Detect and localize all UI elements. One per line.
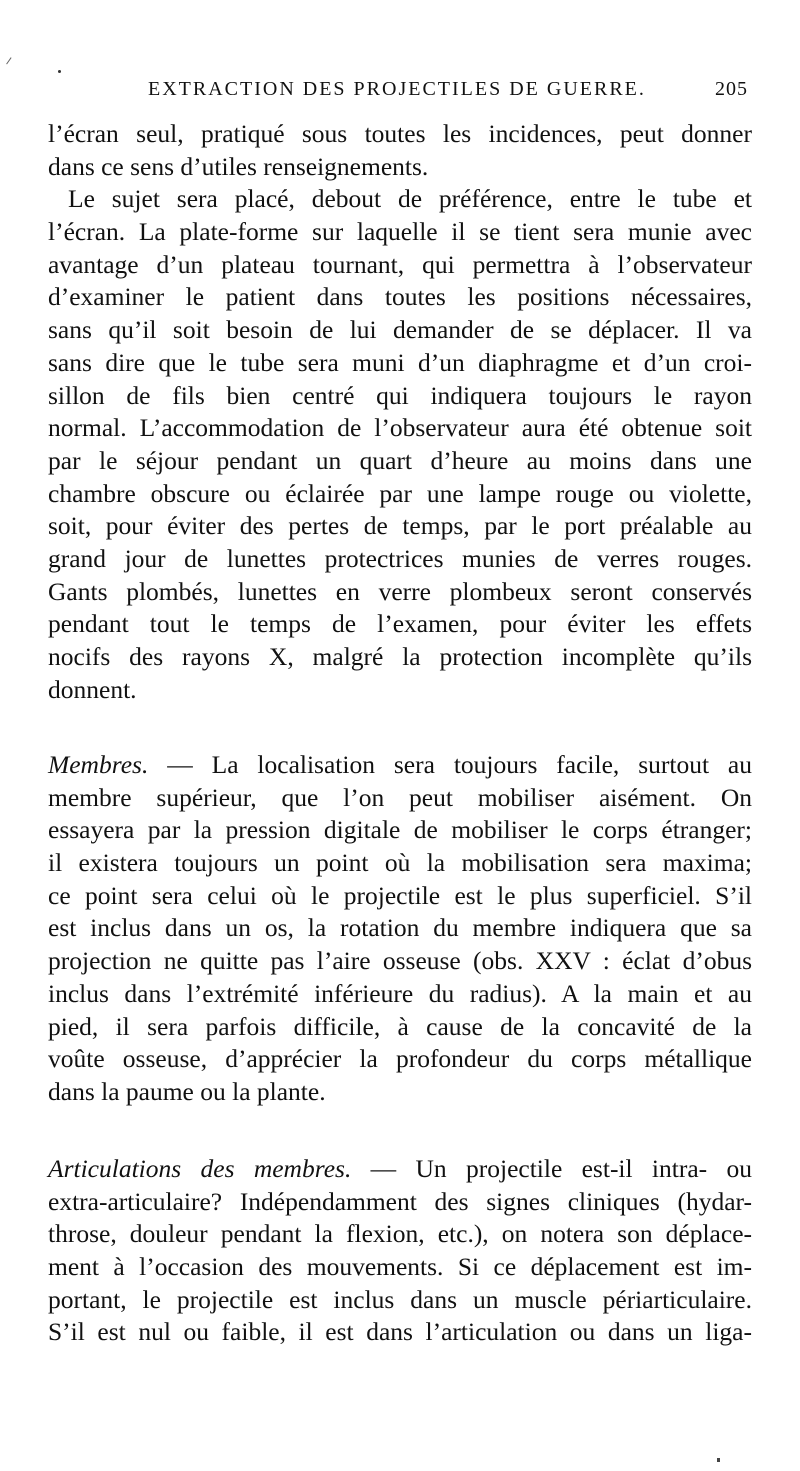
- text-fragment: — La localisation sera toujours facile, surtout au: [148, 750, 752, 779]
- text-line: l’écran. La plate-forme sur laquelle il se tient sera munie avec: [48, 217, 752, 247]
- text-line: projection ne quitte pas l’aire osseuse (obs. XXV : éclat d’obus: [48, 946, 752, 976]
- text-line: par le séjour pendant un quart d’heure au moins dans une: [48, 445, 752, 475]
- running-title: EXTRACTION DES PROJECTILES DE GUERRE.: [148, 78, 646, 100]
- text-line: sans dire que le tube sera muni d’un diaphragme et d’un croi-: [48, 347, 752, 377]
- text-line: grand jour de lunettes protectrices munies de verres rouges.: [48, 543, 752, 573]
- text-line: sillon de fils bien centré qui indiquera toujours le rayon: [48, 380, 752, 410]
- text-line: inclus dans l’extrémité inférieure du radius). A la main et au: [48, 978, 752, 1008]
- page-mark: [717, 1458, 720, 1462]
- page-header: [48, 78, 754, 108]
- text-line: pendant tout le temps de l’examen, pour éviter les effets: [48, 609, 752, 639]
- text-line: nocifs des rayons X, malgré la protection incomplète qu’ils: [48, 642, 752, 671]
- text-line: ment à l’occasion des mouvements. Si ce déplacement est im-: [48, 1252, 752, 1282]
- text-line: Gants plombés, lunettes en verre plombeux seront conservés: [48, 576, 752, 606]
- text-line: Le sujet sera placé, debout de préférence, entre le tube et: [68, 184, 752, 214]
- text-line: S’il est nul ou faible, il est dans l’articulation ou dans un liga-: [48, 1317, 752, 1347]
- text-line: ce point sera celui où le projectile est le plus superficiel. S’il: [48, 880, 752, 910]
- text-fragment: — Un projectile est-il intra- ou: [351, 1154, 752, 1183]
- text-line: l’écran seul, pratiqué sous toutes les incidences, peut donner: [48, 119, 752, 148]
- text-line: membre supérieur, que l’on peut mobiliser aisément. On: [48, 782, 752, 812]
- text-line: portant, le projectile est inclus dans un muscle périarticulaire.: [48, 1284, 752, 1314]
- text-line: voûte osseuse, d’apprécier la profondeur du corps métallique: [48, 1044, 752, 1074]
- text-line: extra-articulaire? Indépendamment des signes cliniques (hydar-: [48, 1186, 752, 1216]
- text-line: d’examiner le patient dans toutes les positions nécessaires,: [48, 282, 752, 312]
- text-line: [48, 749, 752, 782]
- text-line: chambre obscure ou éclairée par une lampe rouge ou violette,: [48, 478, 752, 508]
- text-line: dans la paume ou la plante.: [48, 1076, 326, 1106]
- section-articulations: [48, 1153, 752, 1349]
- text-line: sans qu’il soit besoin de lui demander de se déplacer. Il va: [48, 315, 752, 345]
- text-line: est inclus dans un os, la rotation du membre indiquera que sa: [48, 913, 752, 943]
- text-line: [48, 1153, 752, 1186]
- text-line: soit, pour éviter des pertes de temps, par le port préalable au: [48, 511, 752, 541]
- text-line: pied, il sera parfois difficile, à cause de la concavité de la: [48, 1011, 752, 1041]
- text-line: donnent.: [48, 674, 137, 704]
- section-membres: [48, 749, 752, 1109]
- section-heading: Articulations des membres.: [48, 1154, 352, 1183]
- text-line: throse, douleur pendant la flexion, etc.), on notera son déplace-: [48, 1219, 752, 1249]
- page-number: 205: [715, 78, 748, 100]
- text-line: avantage d’un plateau tournant, qui permettra à l’observateur: [48, 249, 752, 279]
- page-mark: [58, 70, 61, 73]
- page-mark: [6, 57, 15, 66]
- section-heading: Membres.: [48, 750, 149, 779]
- text-line: essayera par la pression digitale de mobiliser le corps étranger;: [48, 815, 752, 845]
- text-line: il existera toujours un point où la mobilisation sera maxima;: [48, 848, 752, 878]
- paragraph-intro: [48, 118, 752, 706]
- text-line: dans ce sens d’utiles renseignements.: [48, 151, 429, 181]
- text-line: normal. L’accommodation de l’observateur aura été obtenue soit: [48, 413, 752, 443]
